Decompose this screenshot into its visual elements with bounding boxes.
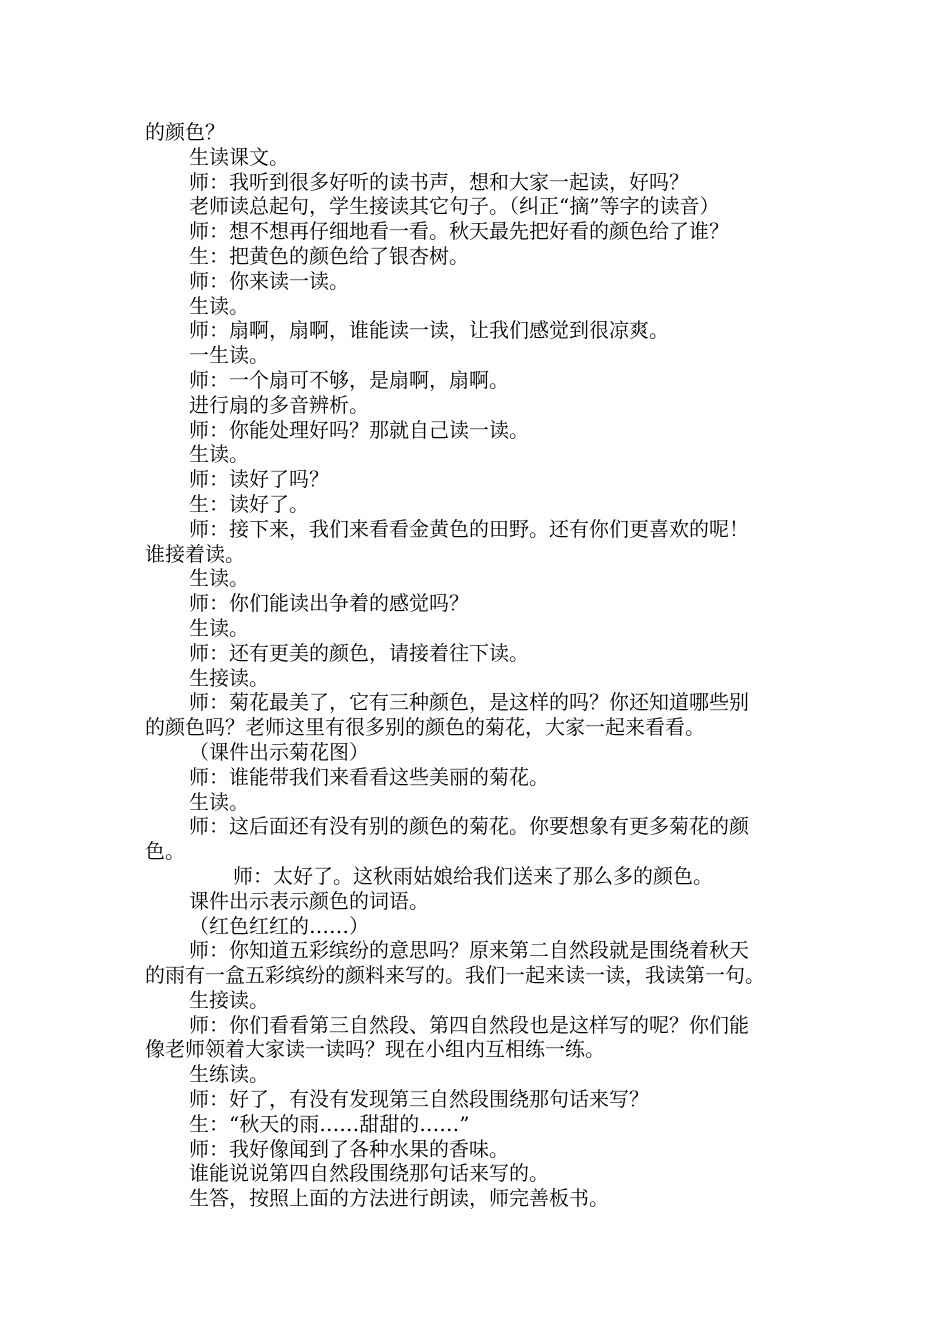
text-line: 生：把黄色的颜色给了银杏树。 <box>189 243 469 268</box>
text-line: 生练读。 <box>189 1062 269 1087</box>
text-line: 师：你知道五彩缤纷的意思吗？原来第二自然段就是围绕着秋天 <box>189 938 749 963</box>
text-line: 一生读。 <box>189 343 269 368</box>
text-line: 师：谁能带我们来看看这些美丽的菊花。 <box>189 764 549 789</box>
text-line: 师：想不想再仔细地看一看。秋天最先把好看的颜色给了谁？ <box>189 219 729 244</box>
text-line: 进行扇的多音辨析。 <box>189 392 369 417</box>
text-line: 老师读总起句，学生接读其它句子。（纠正“摘”等字的读音） <box>189 194 720 219</box>
text-line: 师：我听到很多好听的读书声，想和大家一起读，好吗？ <box>189 169 689 194</box>
text-line: 师：你们看看第三自然段、第四自然段也是这样写的呢？你们能 <box>189 1012 749 1037</box>
text-line: 师：接下来，我们来看看金黄色的田野。还有你们更喜欢的呢！ <box>189 516 749 541</box>
text-line: 谁能说说第四自然段围绕那句话来写的。 <box>189 1161 549 1186</box>
text-line: 师：读好了吗？ <box>189 467 329 492</box>
text-line: 生读。 <box>189 566 249 591</box>
text-line: 生读。 <box>189 442 249 467</box>
text-line: 生读。 <box>189 615 249 640</box>
text-line: （红色红红的……） <box>189 913 369 938</box>
text-line: 师：你能处理好吗？那就自己读一读。 <box>189 417 529 442</box>
text-line: 师：太好了。这秋雨姑娘给我们送来了那么多的颜色。 <box>233 863 713 888</box>
text-line: 生接读。 <box>189 665 269 690</box>
text-line: 的颜色？ <box>145 120 225 144</box>
text-line: 生读。 <box>189 293 249 318</box>
text-line: 谁接着读。 <box>145 541 245 566</box>
text-line: 生读课文。 <box>189 144 289 169</box>
text-line: 的雨有一盒五彩缤纷的颜料来写的。我们一起来读一读，我读第一句。 <box>145 963 765 988</box>
text-line: 师：你来读一读。 <box>189 268 349 293</box>
text-line: （课件出示菊花图） <box>189 739 369 764</box>
text-line: 生读。 <box>189 789 249 814</box>
text-line: 师：好了，有没有发现第三自然段围绕那句话来写？ <box>189 1087 649 1112</box>
text-line: 师：菊花最美了，它有三种颜色，是这样的吗？你还知道哪些别 <box>189 690 749 715</box>
text-line: 师：一个扇可不够，是扇啊，扇啊。 <box>189 367 509 392</box>
text-line: 师：扇啊，扇啊，谁能读一读，让我们感觉到很凉爽。 <box>189 318 669 343</box>
text-line: 课件出示表示颜色的词语。 <box>189 888 429 913</box>
text-line: 色。 <box>145 839 185 864</box>
text-line: 师：这后面还有没有别的颜色的菊花。你要想象有更多菊花的颜 <box>189 814 749 839</box>
text-line: 师：你们能读出争着的感觉吗？ <box>189 591 469 616</box>
text-line: 的颜色吗？老师这里有很多别的颜色的菊花，大家一起来看看。 <box>145 715 705 740</box>
text-line: 像老师领着大家读一读吗？现在小组内互相练一练。 <box>145 1037 605 1062</box>
text-line: 师：我好像闻到了各种水果的香味。 <box>189 1136 509 1161</box>
document-page <box>145 120 817 1211</box>
text-line: 生：“秋天的雨……甜甜的……” <box>189 1111 470 1136</box>
text-line: 师：还有更美的颜色，请接着往下读。 <box>189 640 529 665</box>
text-line: 生接读。 <box>189 987 269 1012</box>
text-line: 生：读好了。 <box>189 491 309 516</box>
text-line: 生答，按照上面的方法进行朗读，师完善板书。 <box>189 1186 609 1211</box>
